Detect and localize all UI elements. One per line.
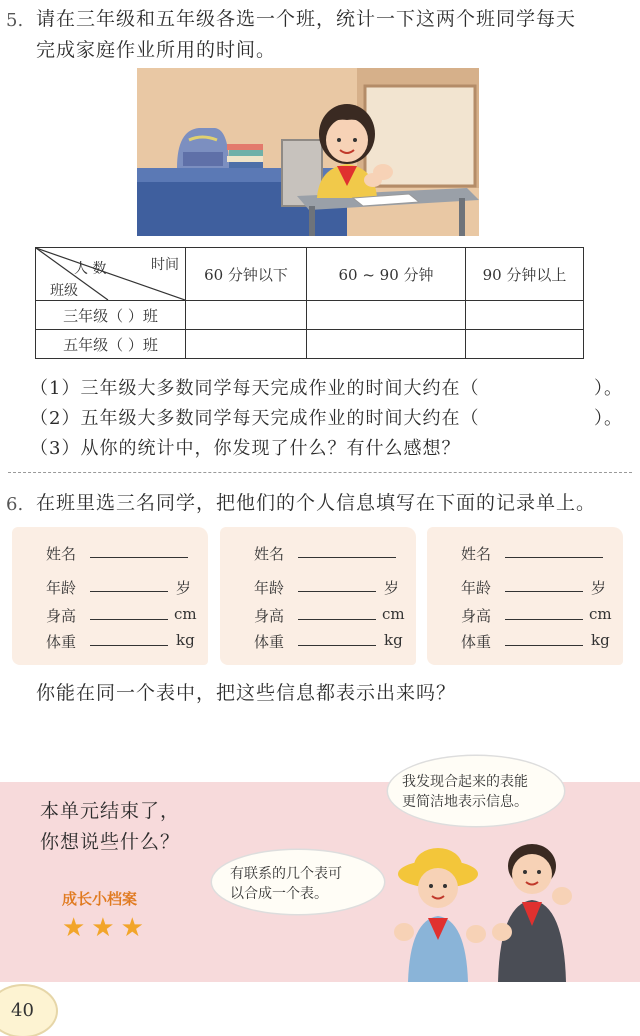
tally-cell[interactable] [466,301,584,330]
column-header: 90 分钟以上 [466,248,584,301]
field-label: 年龄 [46,579,77,597]
field-label: 体重 [461,633,492,651]
weight-field [461,631,610,652]
homework-illustration [137,68,479,236]
question-6-text: 在班里选三名同学，把他们的个人信息填写在下面的记录单上。 [36,492,597,514]
name-blank[interactable] [90,543,188,558]
homework-time-table [35,247,584,359]
sub-question-2: （2）五年级大多数同学每天完成作业的时间大约在（ [30,408,480,429]
height-unit: cm [382,605,405,623]
field-label: 身高 [46,607,77,625]
age-blank[interactable] [90,577,168,592]
field-label: 姓名 [46,545,77,563]
height-field [46,605,197,626]
height-unit: cm [589,605,612,623]
corner-label-time: 时间 [151,257,179,273]
question-6-follow-up: 你能在同一个表中，把这些信息都表示出来吗？ [36,682,457,704]
field-label: 身高 [461,607,492,625]
tally-cell[interactable] [466,330,584,359]
field-label: 体重 [254,633,285,651]
name-blank[interactable] [505,543,603,558]
height-blank[interactable] [298,605,376,620]
field-label: 年龄 [254,579,285,597]
height-unit: cm [174,605,197,623]
weight-unit: kg [176,631,195,649]
weight-blank[interactable] [505,631,583,646]
height-blank[interactable] [505,605,583,620]
corner-label-people: 人 数 [74,261,107,277]
age-field [46,577,192,598]
age-blank[interactable] [505,577,583,592]
age-unit: 岁 [591,579,607,597]
field-label: 年龄 [461,579,492,597]
tally-cell[interactable] [186,301,307,330]
record-card [12,527,212,667]
tally-cell[interactable] [307,330,466,359]
sub-question-1: （1）三年级大多数同学每天完成作业的时间大约在（ [30,378,480,399]
field-label: 体重 [46,633,77,651]
tally-cell[interactable] [186,330,307,359]
age-field [461,577,607,598]
growth-archive-badge: 成长小档案 [62,890,138,908]
weight-unit: kg [591,631,610,649]
sub-question-2-close: ）。 [594,408,623,429]
column-header: 60 分钟以下 [186,248,307,301]
summary-prompt-line1: 本单元结束了， [40,800,181,822]
children-illustration [390,836,590,982]
name-field [46,543,76,564]
column-header: 60 ~ 90 分钟 [307,248,466,301]
row-label: 三年级（ ）班 [36,301,186,330]
tally-cell[interactable] [307,301,466,330]
section-divider [8,472,632,473]
weight-field [254,631,403,652]
sub-question-1-close: ）。 [594,378,623,399]
bubble-right-line1: 我发现合起来的表能 [402,774,528,790]
weight-unit: kg [384,631,403,649]
weight-blank[interactable] [298,631,376,646]
bubble-right-line2: 更简洁地表示信息。 [402,794,528,810]
age-unit: 岁 [176,579,192,597]
bubble-left-line2: 以合成一个表。 [230,886,328,902]
name-field [254,543,284,564]
name-blank[interactable] [298,543,396,558]
question-5-line1: 请在三年级和五年级各选一个班，统计一下这两个班同学每天 [36,8,577,30]
page-number: 40 [11,1000,34,1021]
field-label: 姓名 [461,545,492,563]
height-blank[interactable] [90,605,168,620]
age-field [254,577,400,598]
age-unit: 岁 [384,579,400,597]
record-card [220,527,420,667]
field-label: 姓名 [254,545,285,563]
table-corner-cell [36,248,186,301]
weight-blank[interactable] [90,631,168,646]
summary-prompt-line2: 你想说些什么？ [40,831,181,853]
field-label: 身高 [254,607,285,625]
weight-field [46,631,195,652]
question-5-number: 5. [6,10,24,31]
record-card [427,527,627,667]
question-5-line2: 完成家庭作业所用的时间。 [36,39,277,61]
question-6-number: 6. [6,494,24,515]
corner-label-class: 班级 [50,283,78,299]
star-icon: ★★★ [62,913,150,943]
height-field [254,605,405,626]
age-blank[interactable] [298,577,376,592]
height-field [461,605,612,626]
bubble-left-line1: 有联系的几个表可 [230,866,342,882]
row-label: 五年级（ ）班 [36,330,186,359]
name-field [461,543,491,564]
sub-question-3: （3）从你的统计中，你发现了什么？有什么感想？ [30,438,461,459]
